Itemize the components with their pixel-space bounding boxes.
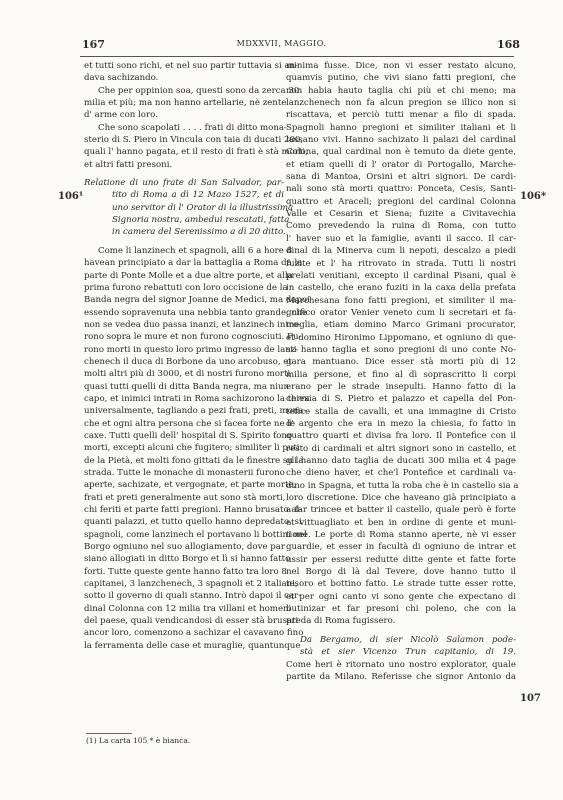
left-column-line: quali l' hanno pagata, et il resto di frati è stà morti, — [84, 147, 308, 158]
header-rule — [80, 56, 514, 57]
left-column-line: chenech il duca di Borbone da uno arcobuso, et — [84, 356, 292, 367]
right-column-line: gara mantuano. Dice esser stà morti più di 12 — [286, 357, 516, 368]
right-column-line: lassano vivi. Hanno sachizato li palazi del cardinal — [286, 135, 516, 146]
left-column-line: morti, excepti alcuni che fugitero; similiter li puti — [84, 443, 300, 454]
right-column-line: gli hanno dato taglia de ducati 300 milia et 4 page — [286, 456, 516, 466]
margin-folio-left: 106¹ — [58, 191, 84, 202]
left-column-line: capitanei, 3 lanzchenech, 3 spagnoli et 2 italiani, — [84, 579, 298, 590]
left-column-line: milia et più; ma non hanno artellarie, nè zente — [84, 98, 287, 109]
left-column-line: et tutti sono richi, et nel suo partir tuttavia si an- — [84, 61, 299, 71]
right-column-line: Colona, qual cardinal non è temuto da diete gente, — [286, 147, 516, 158]
right-column-line: nel Borgo di là dal Tevere, dove hanno tutto il — [286, 567, 516, 578]
right-column-line: lanzchenech non fa alcun pregion se illico non si — [286, 98, 516, 109]
right-column-line: in castello, che erano fuziti in la caxa della prefata — [286, 283, 516, 294]
running-header — [0, 38, 563, 54]
left-column-line: prima furono rebattuti con loro occisione de la — [84, 282, 288, 293]
left-column-line: in camera del Serenissimo a dì 20 ditto. — [112, 227, 286, 238]
page-number-right: 168 — [497, 38, 520, 51]
right-column-line: fuzite et l' ha ritrovato in strada. Tutti li nostri — [286, 258, 516, 269]
left-column-line: de la Pietà, et molti fono gittati da le finestre su la — [84, 455, 304, 466]
right-column-line: sana di Mantoa, Orsini et altri signori. De cardi- — [286, 172, 516, 183]
left-column-line: dava sachizando. — [84, 73, 159, 84]
right-column-line: Spagnoli hanno pregioni et similiter italiani et li — [286, 122, 516, 133]
left-column-line: rono sopra le mure et non furono cognosciuti. Fu- — [84, 332, 302, 343]
right-column-line: quattro et Araceli; pregioni del cardinal Colonna — [286, 196, 516, 207]
right-column-line: a far trincee et batter il castello, quale però è forte — [286, 505, 516, 516]
left-column-line: d' arme con loro. — [84, 110, 158, 121]
left-column-line: non se vedea duo passa inanzi, et lanzinech intro- — [84, 319, 302, 330]
left-column-line: quanti palazzi, et tutto quello hanno depredato, si — [84, 517, 302, 528]
margin-folio-right-2: 107 — [520, 693, 541, 704]
right-column-line: erano per le strade insepulti. Hanno fatto di la — [286, 381, 516, 392]
right-column-line: chiexia di S. Pietro et palazzo et capella del Pon- — [286, 394, 516, 405]
right-column-line: prelati venitiani, excepto il cardinal Pisani, qual è — [286, 270, 516, 281]
right-column-line: tefice stalla de cavalli, et una immagine di Cristo — [286, 406, 516, 417]
right-column-line: riscattava, et perciò tutti menar a filo di spada. — [286, 110, 516, 121]
left-column-line: Che per oppinion soa, questi sono da zerca 30 — [98, 85, 300, 96]
right-column-line: l' haver suo et la famiglie, avanti il sacco. Il car- — [286, 233, 516, 244]
footnote-rule — [86, 733, 132, 734]
right-column-line: butinizar et far presoni chi poleno, che con la — [286, 604, 516, 615]
left-column-line: frati et preti generalmente aut sono stà morti, — [84, 492, 286, 503]
right-column-line: tesoro et bottino fatto. Le strade tutte esser rotte, — [286, 579, 516, 590]
left-column-line: Signoria nostra, ambedui rescatati, fatta — [112, 215, 290, 226]
right-column-line: partite da Milano. Referisse che signor Antonio da — [286, 671, 516, 682]
right-column-line: et domino Hironimo Lippomano, et ogniuno di que- — [286, 332, 516, 343]
right-column-line: Come heri è ritornato uno nostro explorator, quale — [286, 659, 516, 670]
left-column-line: forti. Tutte queste gente hanno fatto tra loro 8 — [84, 566, 287, 577]
right-column-line: et etiam quelli di l' orator di Portogallo, Marche- — [286, 159, 516, 170]
right-column-line: et vittuagliato et ben in ordine di gente et muni- — [286, 517, 516, 528]
left-column-line: spagnoli, come lanzinech el portavano li bottini nel — [84, 529, 307, 540]
left-column-line: che et ogni altra persona che si facea forte ne le — [84, 418, 296, 429]
right-column-line: minima fusse. Dice, non vi esser restato alcuno, — [286, 61, 516, 71]
left-column-line: caxe. Tutti quelli dell' hospital di S. Spirito fono — [84, 430, 293, 441]
right-column-line: quattro quarti et divisa fra loro. Il Pontefice con il — [286, 431, 516, 442]
left-column-line: Che sono scapolati . . . . frati di ditto mona- — [98, 122, 287, 133]
right-column-line: quamvis putino, che vivi siano fatti pregioni, che — [286, 73, 516, 84]
left-column-line: molti altri più di 3000, et di nostri furono morti — [84, 369, 291, 380]
left-column-line: ancor loro, comenzono a sachizar el cavavano fino — [84, 628, 304, 639]
right-column-line: tione. Le porte di Roma stanno aperte, nè vi esser — [286, 530, 516, 541]
right-column-line: che dieno haver, et che'l Pontefice et cardinali va- — [286, 468, 516, 479]
left-column-line: strada. Tutte le monache di monasterii furono — [84, 468, 285, 478]
left-column-line: Borgo ogniuno nel suo allogiamento, dove par — [84, 542, 285, 553]
left-column-line: Come li lanzinech et spagnoli, alli 6 a hore 8 — [98, 245, 293, 256]
right-column-line: gnifico orator Venier veneto cum li secretari et fa- — [286, 307, 516, 318]
right-column-line: ussir per essersi redutte ditte gente et fatte forte — [286, 554, 516, 565]
right-column-line: stà et sier Vicenzo Trun capitanio, di 19. — [300, 647, 516, 658]
right-column-line: meglia, etiam domino Marco Grimani procurator, — [286, 320, 516, 331]
running-title: MDXXVII, MAGGIO. — [236, 39, 327, 48]
right-column-line: dino in Spagna, et tutta la roba che è in castello sia a — [286, 480, 519, 491]
page-number-left: 167 — [82, 38, 105, 51]
right-column — [286, 60, 519, 683]
right-column-line: et per ogni canto vi sono gente che expectano di — [286, 591, 516, 602]
left-column-line: uno servitor di l' Orator di la illustrissima — [112, 202, 294, 213]
left-column-line: la ferramenta delle case et muraglie, quantunque — [84, 640, 301, 651]
right-column-line: milia persone, et fino al dì soprascritto li corpi — [286, 369, 516, 380]
right-column-line: Valle et Cesarin et Siena; fuzite a Civitavechia — [286, 209, 516, 220]
right-column-line: preda di Roma fugissero. — [286, 616, 396, 627]
margin-folio-right: 106* — [520, 191, 547, 202]
left-column-line: aperte, sachizate, et vergognate, et parte morte; — [84, 480, 297, 491]
right-column-line: Como prevedendo la ruina di Roma, con tutto — [286, 221, 516, 232]
right-column-line: guardie, et esser in facultà di ogniuno de intrar et — [286, 542, 516, 553]
right-column-line: resto di cardinali et altri signori sono in castello, et — [286, 443, 516, 454]
left-column-line: siano allogiati in ditto Borgo et lì si hanno fatto — [84, 554, 291, 565]
left-column-line: dinal Colonna con 12 milia tra villani et homeni — [84, 603, 292, 614]
footnote: (1) La carta 105 * è bianca. — [86, 736, 191, 745]
left-column-line: et altri fatti presoni. — [84, 159, 173, 170]
left-column-line: rono morti in questo loro primo ingresso de lanz- — [84, 344, 299, 355]
right-column-line: loro discretione. Dice che haveano già principiato a — [286, 493, 516, 504]
left-column-line: essendo sopravenuta una nebbia tanto grande, che — [84, 307, 307, 318]
left-column — [84, 60, 310, 652]
right-column-line: Da Bergamo, di sier Nicolò Salamon pode- — [300, 634, 516, 645]
left-column-line: tito di Roma a dì 12 Mazo 1527, et di — [112, 190, 284, 201]
left-column-line: universalmente, tagliando a pezi frati, preti, mona- — [84, 406, 307, 417]
right-column-line: sti hanno taglia et sono pregioni di uno conte No- — [286, 344, 516, 355]
right-column-line: nali sono stà morti quattro: Ponceta, Cesis, Santi- — [286, 184, 516, 195]
left-column-line: havean principiato a dar la battaglia a Roma da la — [84, 258, 303, 269]
left-column-line: Relatione di uno frate di San Salvador, par- — [84, 178, 284, 189]
left-column-line: chi feriti et parte fatti pregioni. Hanno brusato al- — [84, 505, 303, 516]
left-column-line: sotto il governo di quali stanno. Intrò dapoi il car- — [84, 591, 302, 602]
left-column-line: capo, et inimici intrati in Roma sachizorono la terra — [84, 393, 310, 404]
right-column-line: Marchesana fono fatti pregioni, et similiter il ma- — [286, 295, 516, 306]
left-column-line: Banda negra del signor Joanne de Medici, ma dapoi — [84, 295, 310, 306]
left-column-line: del paese, quali vendicandosi di esser stà brusati — [84, 616, 299, 627]
right-column-line: d' argento che era in mezo la chiesia, fo fatto in — [286, 418, 516, 429]
left-column-line: sterio di S. Piero in Vincula con taia di ducati 200, — [84, 135, 304, 146]
left-column-line: parte di Ponte Molle et a due altre porte, et alla — [84, 270, 293, 281]
left-column-line: quasi tutti quelli di ditta Banda negra, ma niun — [84, 381, 290, 392]
right-column-line: non habia hauto taglia chi più et chi meno; ma — [286, 85, 516, 96]
right-column-line: dinal di la Minerva cum li nepoti, descalzo a piedi — [286, 246, 516, 257]
